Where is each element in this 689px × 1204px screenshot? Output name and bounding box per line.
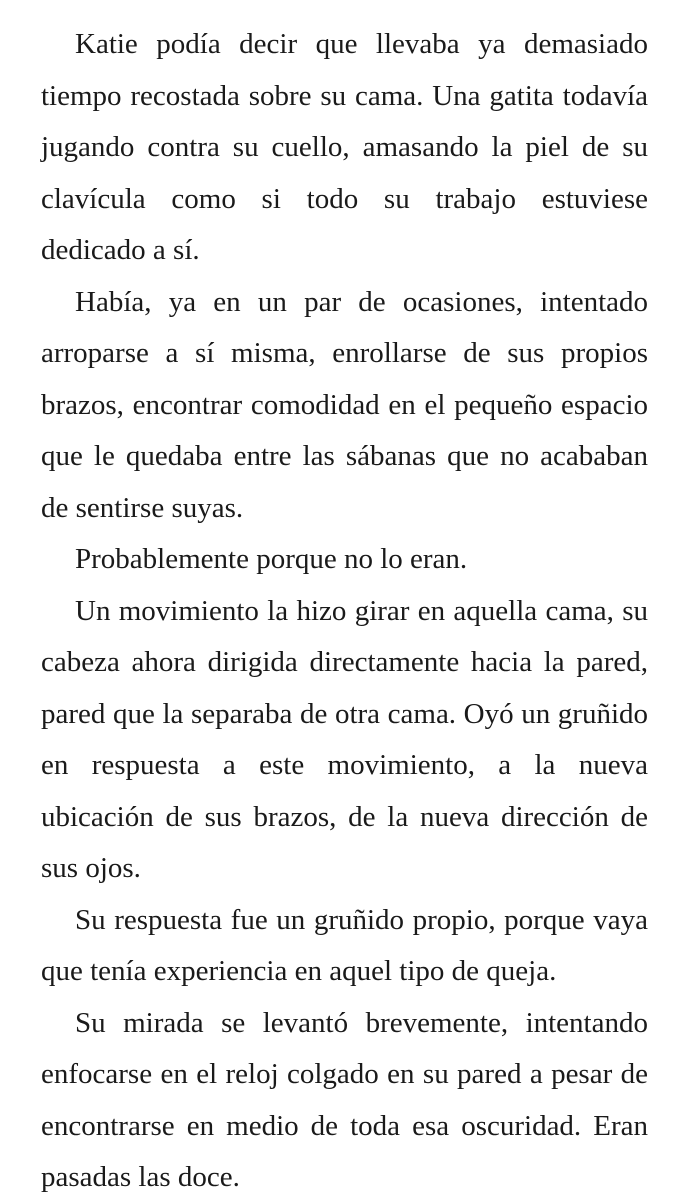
- paragraph-4: Un movimiento la hizo girar en aquella cama, su cabeza ahora dirigida directamente hacia la pared, pared que la separaba de otra cama. Oyó un gruñido en respuesta a este movimiento, a la nueva ubicación de sus brazos, de la nueva dirección de sus ojos.: [41, 594, 648, 884]
- paragraph-5: Su respuesta fue un gruñido propio, porque vaya que tenía experiencia en aquel tipo de queja.: [41, 903, 648, 987]
- paragraph-2: Había, ya en un par de ocasiones, intentado arroparse a sí misma, enrollarse de sus propios brazos, encontrar comodidad en el pequeño espacio que le quedaba entre las sábanas que no acababan de sentirse suyas.: [41, 285, 648, 524]
- document-page: [41, 19, 648, 1204]
- paragraph-1: Katie podía decir que llevaba ya demasiado tiempo recostada sobre su cama. Una gatita todavía jugando contra su cuello, amasando la piel de su clavícula como si todo su trabajo estuviese dedicado a sí.: [41, 28, 648, 266]
- paragraph-3: Probablemente porque no lo eran.: [75, 543, 468, 575]
- paragraph-6: Su mirada se levantó brevemente, intentando enfocarse en el reloj colgado en su pared a pesar de encontrarse en medio de toda esa oscuridad. Eran pasadas las doce.: [41, 1006, 648, 1193]
